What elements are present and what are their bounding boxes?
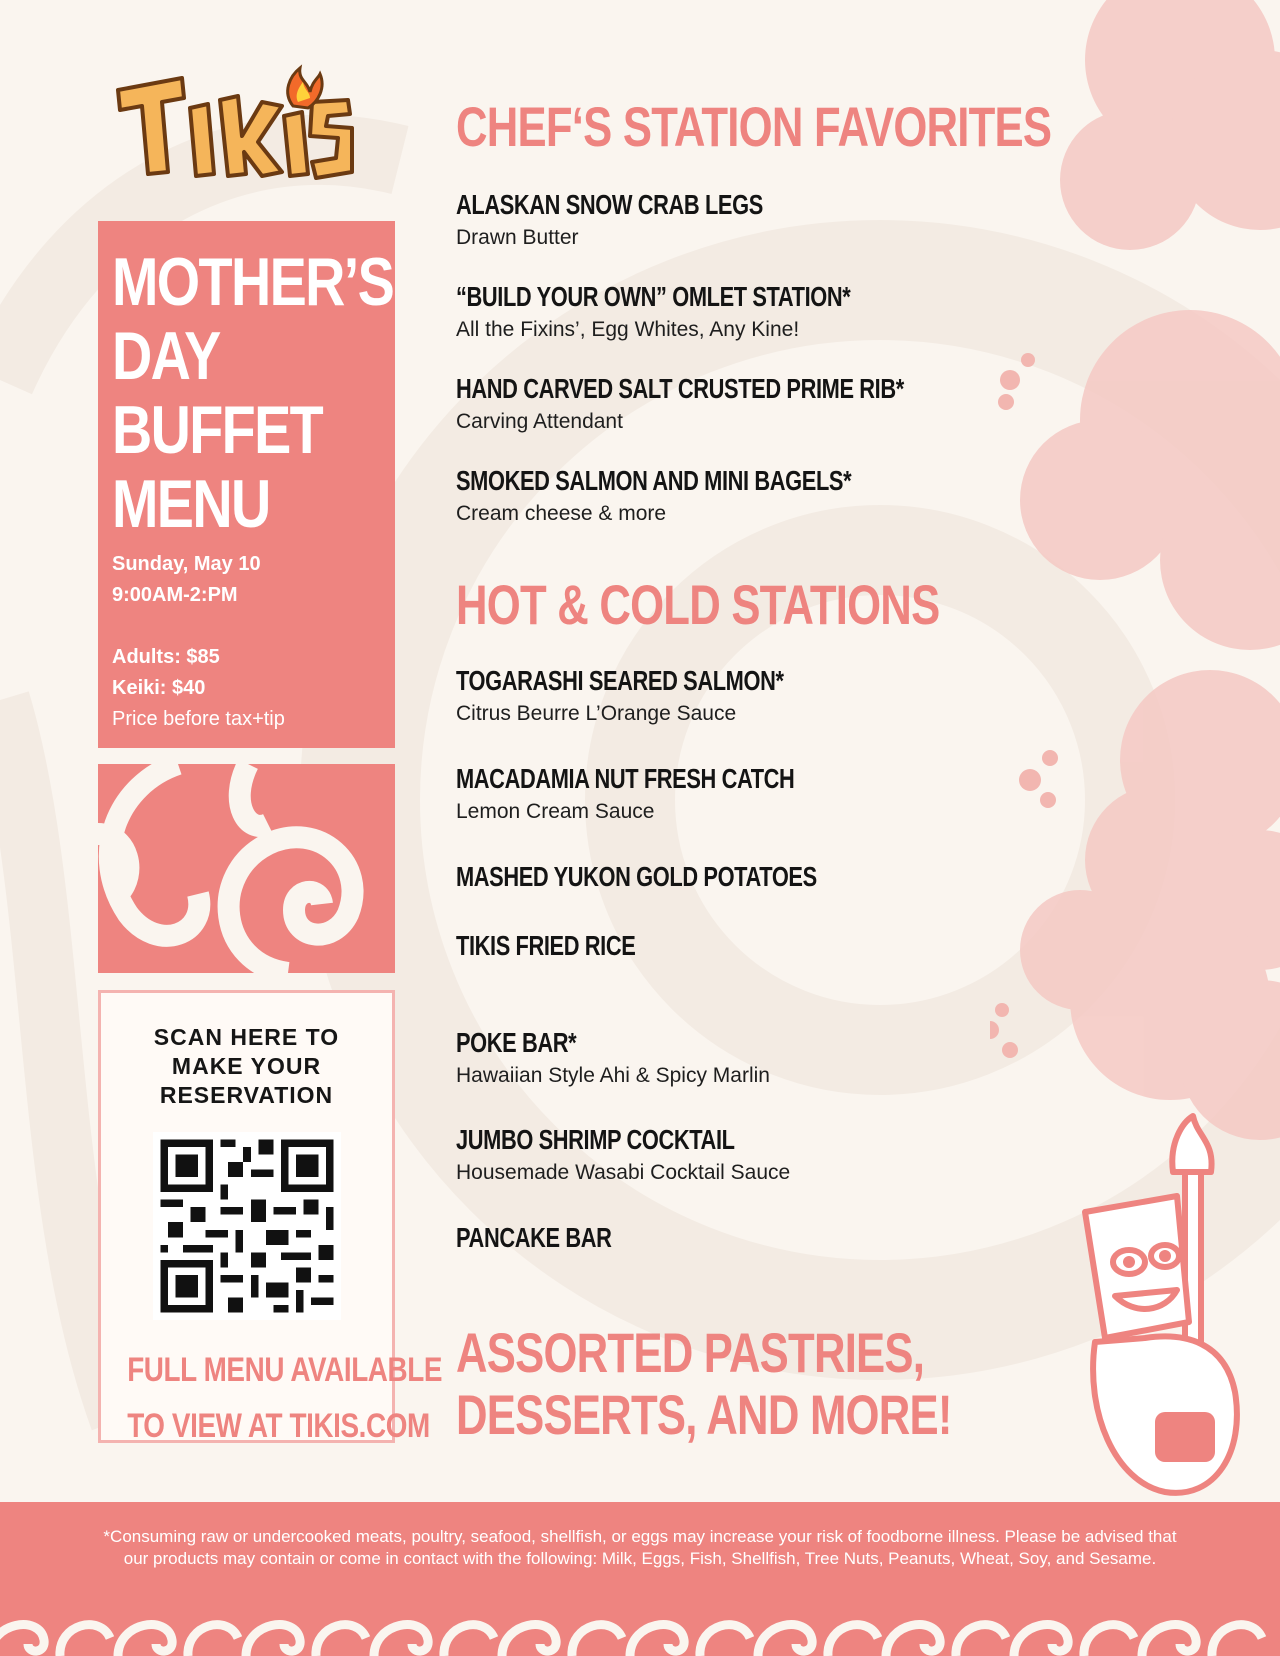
menu-item-desc: Cream cheese & more	[456, 502, 667, 525]
disclaimer-line: our products may contain or come in contact with the following: Milk, Eggs, Fish, Shellfish, Tree Nuts, Peanuts, Wheat, Soy, and Sesame.	[123, 1549, 1157, 1568]
event-title-line: MOTHER’S	[112, 244, 394, 320]
menu-item	[456, 762, 890, 827]
menu-item-desc: Housemade Wasabi Cocktail Sauce	[456, 1161, 791, 1184]
event-time: 9:00AM-2:PM	[112, 584, 238, 606]
menu-item-name: MACADAMIA NUT FRESH CATCH	[456, 763, 795, 794]
menu-item-name: POKE BAR*	[456, 1027, 577, 1058]
menu-item-desc: All the Fixins’, Egg Whites, Any Kine!	[456, 318, 800, 341]
event-info	[112, 549, 381, 735]
menu-item	[456, 929, 686, 963]
menu-item	[456, 1221, 655, 1255]
section-title-line: DESSERTS, AND MORE!	[456, 1383, 952, 1446]
scan-instructions	[101, 1023, 392, 1110]
menu-item-name: JUMBO SHRIMP COCKTAIL	[456, 1124, 735, 1155]
full-menu-line: TO VIEW AT TIKIS.COM	[127, 1407, 430, 1445]
menu-item-desc: Citrus Beurre L’Orange Sauce	[456, 702, 737, 725]
tiki-mascot-icon	[1065, 1112, 1280, 1504]
scan-line: RESERVATION	[159, 1082, 334, 1108]
menu-item-name: “BUILD YOUR OWN” OMLET STATION*	[456, 281, 851, 312]
menu-item-name: ALASKAN SNOW CRAB LEGS	[456, 189, 763, 220]
event-title-line: DAY	[112, 318, 220, 394]
event-title-line: MENU	[112, 466, 270, 542]
section-title-line: ASSORTED PASTRIES,	[456, 1321, 925, 1384]
menu-item-desc: Hawaiian Style Ahi & Spicy Marlin	[456, 1064, 770, 1087]
disclaimer-line: *Consuming raw or undercooked meats, poultry, seafood, shellfish, or eggs may increase your risk of foodborne illness. Please be advised that	[103, 1527, 1177, 1546]
menu-item-name: TOGARASHI SEARED SALMON*	[456, 665, 784, 696]
menu-item-desc: Drawn Butter	[456, 226, 579, 249]
menu-item-desc: Lemon Cream Sauce	[456, 800, 655, 823]
menu-item-name: SMOKED SALMON AND MINI BAGELS*	[456, 465, 852, 496]
menu-item-name: MASHED YUKON GOLD POTATOES	[456, 861, 817, 892]
menu-item	[456, 280, 962, 345]
menu-item	[456, 1026, 770, 1091]
event-title-box	[98, 221, 395, 748]
price-note: Price before tax+tip	[112, 708, 285, 730]
menu-item	[456, 1123, 813, 1188]
menu-item	[456, 188, 849, 253]
section-title: CHEF‘S STATION FAVORITES	[456, 95, 1052, 158]
footer-swirl-border	[0, 1604, 1280, 1656]
full-menu-line: FULL MENU AVAILABLE	[127, 1351, 443, 1389]
menu-item	[456, 372, 1030, 437]
menu-item-name: PANCAKE BAR	[456, 1222, 612, 1253]
menu-item	[456, 860, 919, 894]
allergy-disclaimer	[60, 1526, 1220, 1570]
swirl-pattern	[98, 764, 395, 973]
adults-price: Adults: $85	[112, 646, 220, 668]
section-title: HOT & COLD STATIONS	[456, 573, 940, 636]
event-date: Sunday, May 10	[112, 553, 261, 575]
event-title-line: BUFFET	[112, 392, 323, 468]
menu-item	[456, 664, 876, 729]
event-title	[112, 244, 394, 542]
section-title	[456, 1322, 952, 1446]
scan-line: SCAN HERE TO	[153, 1024, 340, 1050]
scan-line: MAKE YOUR	[171, 1053, 322, 1079]
menu-item-name: HAND CARVED SALT CRUSTED PRIME RIB*	[456, 373, 904, 404]
full-menu-note	[127, 1342, 443, 1454]
footer	[0, 1502, 1280, 1656]
menu-item	[456, 464, 963, 529]
reservation-box	[98, 990, 443, 1445]
menu-item-name: TIKIS FRIED RICE	[456, 930, 636, 961]
tikis-logo	[112, 62, 362, 192]
menu-item-desc: Carving Attendant	[456, 410, 623, 433]
keiki-price: Keiki: $40	[112, 677, 206, 699]
reservation-qr-code[interactable]	[153, 1132, 341, 1320]
